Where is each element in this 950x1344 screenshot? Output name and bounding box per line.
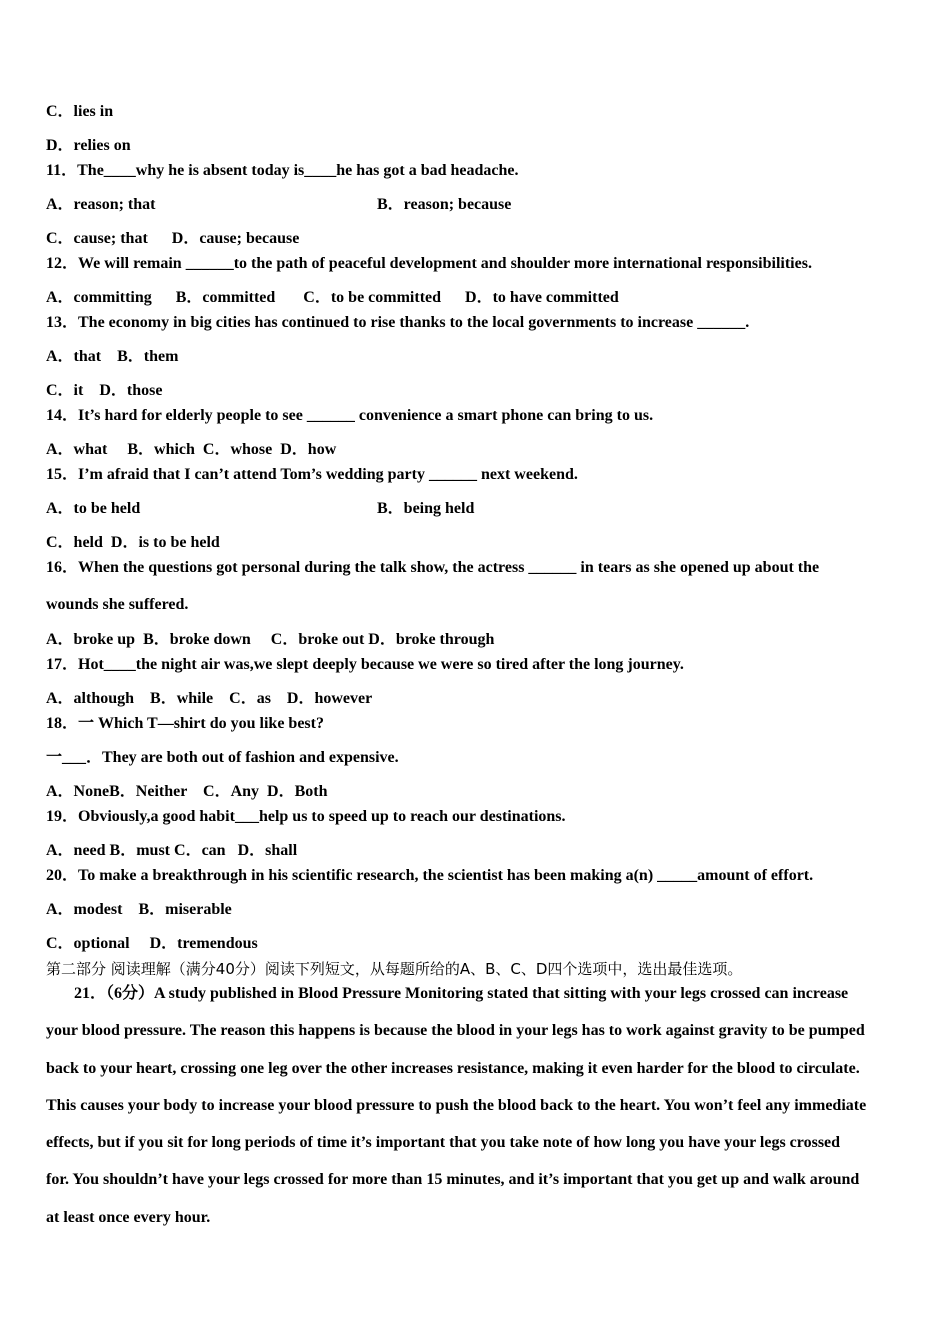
q11-option-a: A．reason; that xyxy=(46,196,156,213)
passage-line: back to your heart, crossing one leg over the other increases resistance, making it even harder for the blood to circulate. xyxy=(46,1059,860,1077)
q16-options: A．broke up B．broke down C．broke out D．broke through xyxy=(46,631,495,648)
question-20: 20．To make a breakthrough in his scientific research, the scientist has been making a(n) _____amount of effort. xyxy=(46,867,814,884)
question-14: 14．It’s hard for elderly people to see ______ convenience a smart phone can bring to us. xyxy=(46,407,654,424)
q17-options: A．although B．while C．as D．however xyxy=(46,690,373,707)
q11-options-cd: C．cause; that D．cause; because xyxy=(46,230,300,247)
q19-options: A．need B．must C．can D．shall xyxy=(46,842,298,859)
q13-options-cd: C．it D．those xyxy=(46,382,163,399)
q20-options-ab: A．modest B．miserable xyxy=(46,901,232,918)
q20-options-cd: C．optional D．tremendous xyxy=(46,935,258,952)
question-16-cont: wounds she suffered. xyxy=(46,596,189,613)
question-18: 18．一 Which T—shirt do you like best? xyxy=(46,715,324,732)
q10-option-d: D．relies on xyxy=(46,137,131,154)
passage-line: for. You shouldn’t have your legs crossed for more than 15 minutes, and it’s important that you get up and walk around xyxy=(46,1171,860,1189)
question-12: 12．We will remain ______to the path of peaceful development and shoulder more international responsibilities. xyxy=(46,255,812,272)
q15-option-a: A．to be held xyxy=(46,500,141,517)
q12-options: A．committing B．committed C．to be committed D．to have committed xyxy=(46,289,619,306)
passage-line: This causes your body to increase your blood pressure to push the blood back to the heart. You won’t feel any immediate xyxy=(46,1096,867,1114)
q15-options-cd: C．held D．is to be held xyxy=(46,534,220,551)
q14-options: A．what B．which C．whose D．how xyxy=(46,441,337,458)
section-2-heading: 第二部分 阅读理解（满分40分）阅读下列短文，从每题所给的A、B、C、D四个选项中，选出最佳选项。 xyxy=(46,960,743,978)
q10-option-c: C．lies in xyxy=(46,103,114,120)
passage-line: effects, but if you sit for long periods of time it’s important that you take note of how long you have your legs crossed xyxy=(46,1134,841,1152)
passage-line: 21．（6分）A study published in Blood Pressure Monitoring stated that sitting with your legs crossed can increase xyxy=(46,985,849,1002)
q18-options: A．NoneB．Neither C．Any D．Both xyxy=(46,783,328,800)
passage-21 xyxy=(46,984,912,1245)
question-18-reply: 一___．They are both out of fashion and expensive. xyxy=(46,749,399,766)
question-16: 16．When the questions got personal during the talk show, the actress ______ in tears as she opened up about the xyxy=(46,559,820,576)
passage-line: your blood pressure. The reason this happens is because the blood in your legs has to work against gravity to be pumped xyxy=(46,1022,865,1040)
passage-line: at least once every hour. xyxy=(46,1208,211,1226)
question-19: 19．Obviously,a good habit___help us to speed up to reach our destinations. xyxy=(46,808,566,825)
question-17: 17．Hot____the night air was,we slept deeply because we were so tired after the long journey. xyxy=(46,656,684,673)
question-11: 11．The____why he is absent today is____he has got a bad headache. xyxy=(46,162,519,179)
q11-option-b: B．reason; because xyxy=(377,196,512,213)
question-15: 15．I’m afraid that I can’t attend Tom’s wedding party ______ next weekend. xyxy=(46,466,578,483)
q13-options-ab: A．that B．them xyxy=(46,348,179,365)
q15-option-b: B．being held xyxy=(377,500,475,517)
question-13: 13．The economy in big cities has continued to rise thanks to the local governments to increase ______. xyxy=(46,314,750,331)
